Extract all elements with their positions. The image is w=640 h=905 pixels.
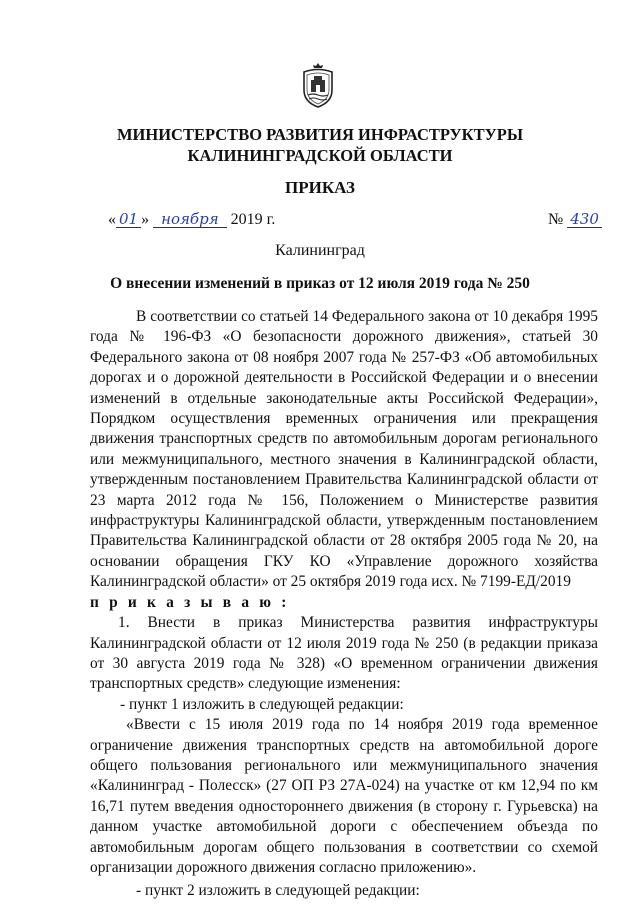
item-1-paragraph: 1. Внести в приказ Министерства развития инфраструктуры Калининградской области от 12 июля 2019 года № 250 (в редакции приказа от 30 августа 2019 года № 328) «О временном ограничении движения транспортных средств» следующие изменения: (90, 614, 598, 693)
coat-of-arms-emblem (300, 62, 336, 108)
preamble-paragraph: В соответствии со статьей 14 Федерального закона от 10 декабря 1995 года № 196-ФЗ «О безопасности дорожного движения», статьей 30 Федерального закона от 08 ноября 2007 года № 257-ФЗ «Об автомобильных дорогах и о дорожной деятельности в Российской Федерации и о внесении изменений в отдельные законодательные акты Российской Федерации», Порядком осуществления временных ограничения или прекращения движения транспортных средств по автомобильным дорогам регионального или межмуниципального, местного значения в Калининградской области, утвержденным постановлением Правительства Калининградской области от 23 марта 2012 года № 156, Положением о Министерстве развития инфраструктуры Калининградской области, утвержденным постановлением Правительства Калининградской области от 28 октября 2005 года № 20, на основании обращения ГКУ КО «Управление дорожного хозяйства Калининградской области» от 25 октября 2019 года исх. № 7199-ЕД/2019 (90, 308, 598, 591)
number-label: № (548, 211, 564, 228)
date-line (108, 210, 275, 230)
date-month: ноября (153, 211, 227, 228)
date-close-quote: » (141, 211, 150, 228)
city-name: Калининград (275, 242, 365, 259)
point-1-intro: - пункт 1 изложить в следующей редакции: (120, 695, 404, 713)
date-day: 01 (116, 211, 141, 228)
number-value: 430 (567, 211, 602, 228)
date-open-quote: « (108, 211, 116, 228)
date-year: 2019 г. (230, 211, 276, 228)
ministry-name-line2: КАЛИНИНГРАДСКОЙ ОБЛАСТИ (187, 146, 453, 165)
order-number (548, 210, 602, 230)
point-2-intro: - пункт 2 изложить в следующей редакции: (136, 882, 420, 900)
order-word: п р и к а з ы в а ю : (90, 593, 290, 611)
ministry-name-line1: МИНИСТЕРСТВО РАЗВИТИЯ ИНФРАСТРУКТУРЫ (116, 125, 524, 144)
point-1-text: «Ввести с 15 июля 2019 года по 14 ноября 2019 года временное ограничение движения транспортных средств на автомобильной дороге общего пользования регионального или межмуниципального значения «Калининград - Полесск» (27 ОП РЗ 27А-024) на участке от км 12,94 по км 16,71 путем введения одностороннего движения (в сторону г. Гурьевска) на данном участке автомобильной дороги с обеспечением объезда по автомобильным дорогам общего пользования в соответствии со схемой организации дорожного движения согласно приложению». (90, 716, 598, 876)
document-type: ПРИКАЗ (285, 178, 355, 197)
order-subject: О внесении изменений в приказ от 12 июля 2019 года № 250 (110, 275, 530, 292)
order-body (90, 307, 598, 902)
